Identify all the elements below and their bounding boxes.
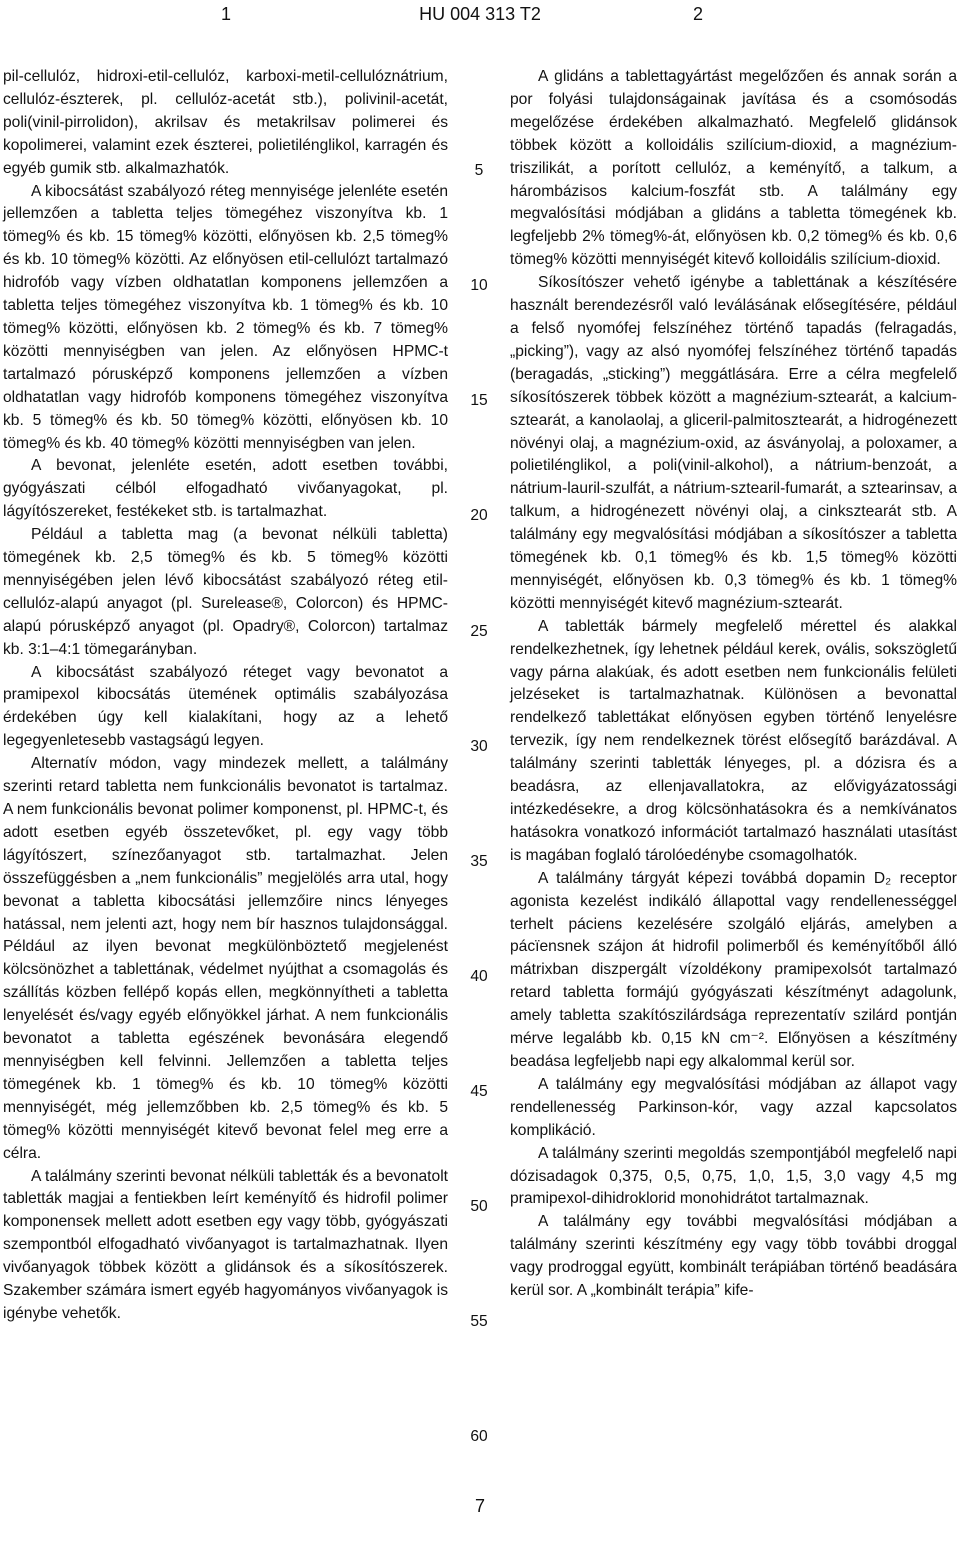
line-number: 60 [470, 1428, 488, 1445]
line-number: 15 [470, 392, 488, 409]
patent-number: HU 004 313 T2 [419, 4, 541, 24]
paragraph: A bevonat, jelenléte esetén, adott esetben további, gyógyászati célból elfogadható vivőanyagokat, pl. lágyítószereket, festékeket stb. is tartalmazhat. [3, 457, 448, 521]
line-number: 50 [470, 1198, 488, 1215]
line-number: 30 [470, 738, 488, 755]
right-text-column [510, 66, 957, 1303]
line-number: 55 [470, 1313, 488, 1330]
paragraph: A találmány egy megvalósítási módjában az állapot vagy rendellenesség Parkinson-kór, vagy azzal kapcsolatos komplikáció. [510, 1075, 957, 1139]
paragraph: A találmány egy további megvalósítási módjában a találmány szerinti készítmény egy vagy több további droggal vagy prodroggal együtt, kombinált terápiában történő beadására kerül sor. A „kombinált terápia” kife- [510, 1213, 957, 1300]
line-number: 35 [470, 853, 488, 870]
line-number: 25 [470, 623, 488, 640]
page-footer-number: 7 [474, 1496, 485, 1516]
line-number: 40 [470, 968, 488, 985]
paragraph: A glidáns a tablettagyártást megelőzően és annak során a por folyási tulajdonságainak javítása és a csomósodás megelőzése érdekében alkalmazható. Megfelelő glidánsok többek között a kolloidális szilícium-dioxid, a magnézium-triszilikát, a porított cellulóz, a keményítő, a talkum, a hárombázisos kalcium-foszfát stb. A találmány egy megvalósítási módjában a glidáns a tabletta tömegének kb. legfeljebb 2% tömeg%-át, előnyösen kb. 0,2 tömeg% és kb. 0,6 tömeg% közötti mennyiségét kitevő kolloidális szilícium-dioxid. [510, 68, 957, 269]
line-number: 10 [470, 277, 488, 294]
paragraph: A tabletták bármely megfelelő mérettel és alakkal rendelkezhetnek, így lehetnek például kerek, ovális, sokszögletű vagy párna alakúak, és adott esetben nem funkcionális felületi jelzéseket is tartalmazhatnak. Különösen a bevonattal rendelkező tablettákat előnyösen egyben történő lenyelésre tervezik, így nem rendelkeznek törést elősegítő barázdával. A találmány szerinti tabletták lényeges, pl. a dózisra és a beadásra, az ellenjavallatokra, az elővigyázatossági intézkedésekre, a drog kölcsönhatásokra és a nemkívánatos hatásokra vonatkozó információt tartalmazó használati utasítást is magában foglaló tárolóedénybe csomagolhatók. [510, 617, 957, 864]
paragraph: A találmány szerinti bevonat nélküli tabletták és a bevonatolt tabletták magjai a fentiekben leírt keményítő és hidrofil polimer komponensek mellett adott esetben egy vagy több, gyógyászati szempontból elfogadható vivőanyagot is tartalmazhatnak. Ilyen vivőanyagok többek között a glidánsok és a síkosítószerek. Szakember számára ismert egyéb hagyományos vivőanyagok is igénybe vehetők. [3, 1167, 448, 1322]
paragraph: A találmány szerinti megoldás szempontjából megfelelő napi dózisadagok 0,375, 0,5, 0,75, 1,0, 1,5, 3,0 vagy 4,5 mg pramipexol-dihidroklorid monohidrátot tartalmaznak. [510, 1144, 957, 1208]
line-number: 45 [470, 1083, 488, 1100]
left-page-number: 1 [221, 4, 232, 24]
left-text-column [3, 66, 448, 1326]
right-page-number: 2 [693, 4, 704, 24]
paragraph: Alternatív módon, vagy mindezek mellett, a találmány szerinti retard tabletta nem funkcionális bevonatot is tartalmaz. A nem funkcionális bevonat polimer komponenst, pl. HPMC-t, és adott esetben egyéb összetevőket, pl. egy vagy több lágyítószert, színezőanyagot stb. tartalmazhat. Jelen összefüggésben a „nem funkcionális” megjelölés arra utal, hogy bevonat a tabletta kibocsátási jellemzőire nincs lényeges hatással, nem jelenti azt, hogy nem bír hasznos tulajdonsággal. Például az ilyen bevonat megkülönböztető megjelenést kölcsönözhet a tablettának, védelmet nyújthat a csomagolás és szállítás közben fellépő kopás ellen, megkönnyítheti a tabletta lenyelését és/vagy egyéb előnyökkel járhat. A nem funkcionális bevonatot a tabletta egészének bevonására elegendő mennyiségben kell felvinni. Jellemzően a tabletta teljes tömegének kb. 1 tömeg% és kb. 10 tömeg% közötti mennyiségét, még jellemzőbben kb. 2,5 tömeg% és kb. 5 tömeg% közötti mennyiségét kitevő bevonat felel meg erre a célra. [3, 755, 448, 1162]
paragraph: A kibocsátást szabályozó réteg mennyisége jelenléte esetén jellemzően a tabletta teljes tömegéhez viszonyítva kb. 1 tömeg% és kb. 15 tömeg% közötti, előnyösen kb. 2,5 tömeg% és kb. 10 tömeg% közötti. Az előnyösen etil-cellulózt tartalmazó hidrofób vagy vízben oldhatatlan komponens jellemzően a tabletta teljes tömegéhez viszonyítva kb. 1 tömeg% és kb. 10 tömeg% közötti, előnyösen kb. 2 tömeg% és kb. 7 tömeg% közötti mennyiségben van jelen. Az előnyösen HPMC-t tartalmazó pórusképző komponens jellemzően a vízben oldhatatlan vagy hidrofób komponens tömegéhez viszonyítva kb. 5 tömeg% és kb. 50 tömeg% közötti, előnyösen kb. 10 tömeg% és kb. 40 tömeg% közötti mennyiségben van jelen. [3, 182, 448, 452]
paragraph: A kibocsátást szabályozó réteget vagy bevonatot a pramipexol kibocsátás ütemének optimális szabályozása érdekében úgy kell kialakítani, hogy az a lehető legegyenletesebb vastagságú legyen. [3, 663, 448, 750]
paragraph: pil-cellulóz, hidroxi-etil-cellulóz, karboxi-metil-cellulóznátrium, cellulóz-észterek, pl. cellulóz-acetát stb.), polivinil-acetát, poli(vinil-pirrolidon), akrilsav és metakrilsav polimerei és kopolimerei, valamint ezek észterei, polietilénglikol, karragén és egyéb gumik stb. alkalmazhatók. [3, 68, 448, 177]
line-number-gutter [455, 0, 503, 1541]
paragraph: Síkosítószer vehető igénybe a tablettának a készítésére használt berendezésről való leválásának elősegítésére, például a felső nyomófej felszínéhez történő tapadás (felragadás, „picking”), vagy az alsó nyomófej felszínéhez történő tapadás (beragadás, „sticking”) meggátlására. Erre a célra megfelelő síkosítószerek többek között a magnézium-sztearát, a kalcium-sztearát, a kanolaolaj, a gliceril-palmitosztearát, a hidrogénezett növényi olaj, a magnézium-oxid, az ásványolaj, a poloxamer, a polietilénglikol, a poli(vinil-alkohol), a nátrium-benzoát, a nátrium-lauril-szulfát, a nátrium-sztearil-fumarát, a sztearinsav, a talkum, a hidrogénezett növényi olaj, a cinksztearát stb. A találmány egy megvalósítási módjában a síkosítószer a tabletta tömegének kb. 0,1 tömeg% és kb. 1,5 tömeg% közötti mennyiségét, előnyösen kb. 0,3 tömeg% és kb. 1 tömeg% közötti mennyiségét kitevő magnézium-sztearát. [510, 274, 957, 612]
line-number: 20 [470, 507, 488, 524]
paragraph: A találmány tárgyát képezi továbbá dopamin D₂ receptor agonista kezelést indikáló állapottal vagy rendellenességgel terhelt páciens kezelésére szolgáló eljárás, amelyben a pácïensnek szájon át hidrofil polimerből és keményítőből álló mátrixban diszpergált vízoldékony pramipexolsót tartalmazó retard tabletta formájú gyógyászati készítményt adagolunk, amely tabletta szakítószilárdsága reprezentatív szilárd pontján mérve legalább kb. 0,15 kN cm⁻². Előnyösen a készítmény beadása legfeljebb napi egy alkalommal kerül sor. [510, 869, 957, 1070]
paragraph: Például a tabletta mag (a bevonat nélküli tabletta) tömegének kb. 2,5 tömeg% és kb. 5 tömeg% közötti mennyiségében jelen lévő kibocsátást szabályozó réteg etil-cellulóz-alapú anyagot (pl. Surelease®, Colorcon) és HPMC-alapú pórusképző anyagot (pl. Opadry®, Colorcon) tartalmaz kb. 3:1–4:1 tömegarányban. [3, 526, 448, 658]
line-number: 5 [474, 162, 484, 179]
